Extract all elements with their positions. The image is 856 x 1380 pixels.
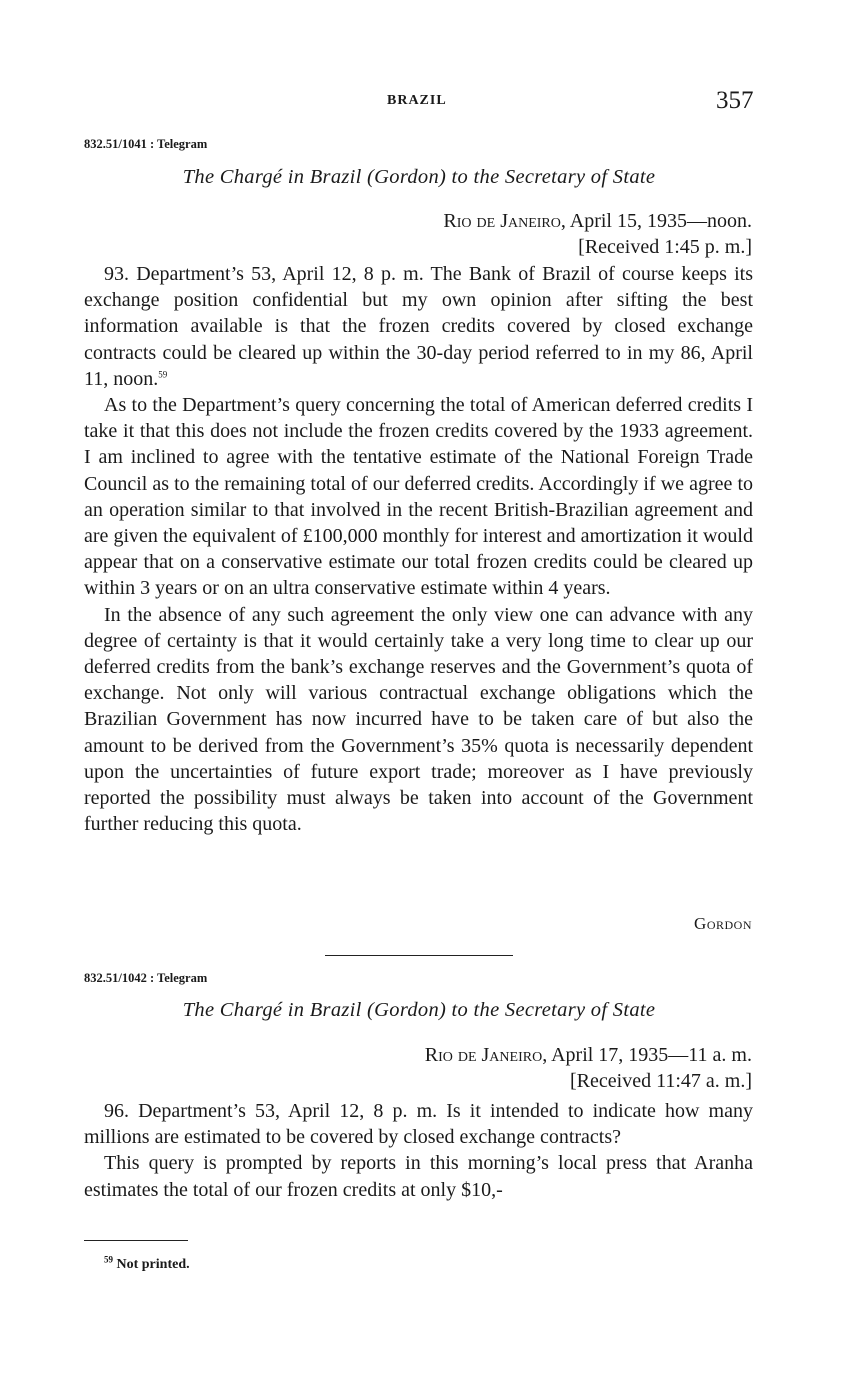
paragraph: This query is prompted by reports in this morning’s local press that Aranha estimates the total of our frozen credits at only $10,- <box>84 1152 753 1201</box>
paragraph: 93. Department’s 53, April 12, 8 p. m. The Bank of Brazil of course keeps its exchange position confidential but my own opinion after sifting the best information available is that the frozen credits covered by closed exchange contracts could be cleared up within the 30-day period referred to in my 86, April 11, noon.$^{59}$ <box>84 263 753 390</box>
section-divider <box>325 955 513 956</box>
footnote-ref: 59 <box>158 369 168 380</box>
dateline-date: , April 15, 1935—noon. <box>560 210 752 232</box>
file-reference: 832.51/1042 : Telegram <box>84 971 208 985</box>
paragraph: As to the Department’s query concerning the total of American deferred credits I take it that this does not include the frozen credits covered by the 1933 agreement. I am inclined to agree with the tentative estimate of the National Foreign Trade Council as to the remaining total of our deferred credits. Accordingly if we agree to an operation similar to that involved in the recent British-Brazilian agreement and are given the equivalent of £100,000 monthly for interest and amortization it would appear that on a conservative estimate our total frozen credits could be cleared up within 3 years or on an ultra conservative estimate within 4 years. <box>84 394 753 600</box>
signature: Gordon <box>694 914 752 933</box>
dateline-place: Rio de Janeiro <box>443 210 561 232</box>
paragraph: In the absence of any such agreement the only view one can advance with any degree of certainty is that it would certainly take a very long time to clear up our deferred credits from the bank’s exchange reserves and the Government’s quota of exchange. Not only will various contractual exchange obligations which the Brazilian Government has now incurred have to be taken care of but also the amount to be derived from the Government’s 35% quota is necessarily dependent upon the uncertainties of future export trade; moreover as I have previously reported the possibility must always be taken into account of the Government further reducing this quota. <box>84 603 753 836</box>
running-header: BRAZIL <box>387 93 447 108</box>
footnote <box>104 1254 190 1273</box>
dateline-date: , April 17, 1935—11 a. m. <box>542 1044 752 1066</box>
document-title: The Chargé in Brazil (Gordon) to the Secretary of State <box>182 999 656 1021</box>
footnote-number: 59 <box>104 1254 113 1265</box>
file-reference: 832.51/1041 : Telegram <box>84 137 208 151</box>
dateline-place: Rio de Janeiro <box>424 1044 543 1066</box>
telegram-body <box>84 1098 753 1203</box>
page-number: 357 <box>716 87 754 114</box>
footnote-rule <box>84 1240 188 1241</box>
dateline <box>425 1042 752 1094</box>
footnote-text: Not printed. <box>116 1257 190 1272</box>
telegram-body <box>84 261 753 837</box>
received-time: [Received 1:45 p. m.] <box>578 236 752 258</box>
received-time: [Received 11:47 a. m.] <box>570 1070 752 1092</box>
document-title: The Chargé in Brazil (Gordon) to the Secretary of State <box>182 166 656 188</box>
paragraph: 96. Department’s 53, April 12, 8 p. m. Is it intended to indicate how many millions are estimated to be covered by closed exchange contracts? <box>84 1100 753 1149</box>
dateline <box>443 208 752 260</box>
